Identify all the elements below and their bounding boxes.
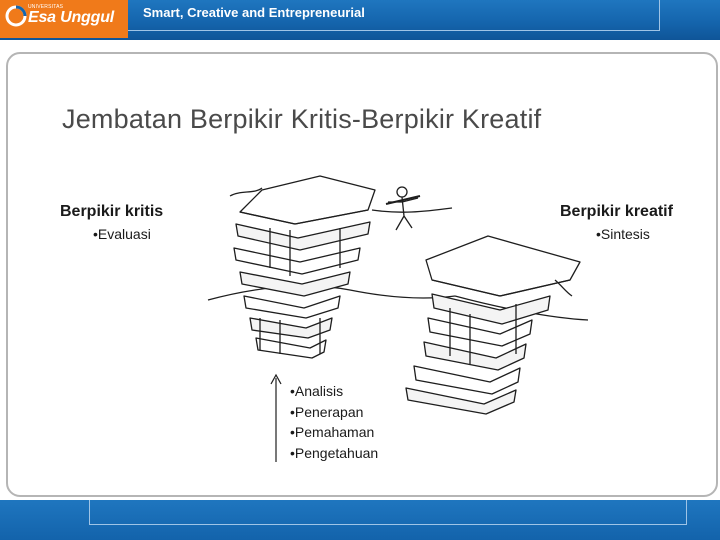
logo-small-text: UNIVERSITAS (28, 4, 64, 10)
list-item: •Pengetahuan (290, 444, 379, 461)
left-bullet: •Evaluasi (93, 226, 151, 242)
list-item: •Pemahaman (290, 424, 375, 440)
list-item: •Penerapan (290, 403, 364, 420)
header-bar (0, 0, 720, 40)
logo-text: Esa Unggul (28, 9, 115, 26)
arrow-up-icon (268, 372, 284, 464)
logo[interactable] (0, 0, 128, 38)
header-divider-tick (659, 0, 660, 31)
left-heading: Berpikir kritis (60, 203, 164, 220)
header-divider (128, 30, 660, 31)
right-heading: Berpikir kreatif (560, 203, 673, 220)
footer-frame (89, 500, 687, 525)
footer-bar (0, 500, 720, 540)
logo-ring-icon (5, 5, 27, 27)
book-stacks-tightrope-icon (200, 168, 590, 418)
list-item: •Analisis (290, 383, 344, 399)
tagline: Smart, Creative and Entrepreneurial (143, 5, 365, 20)
slide-title: Jembatan Berpikir Kritis-Berpikir Kreatif (62, 104, 542, 134)
right-bullet: •Sintesis (596, 226, 650, 242)
thinking-levels-list (290, 381, 378, 463)
